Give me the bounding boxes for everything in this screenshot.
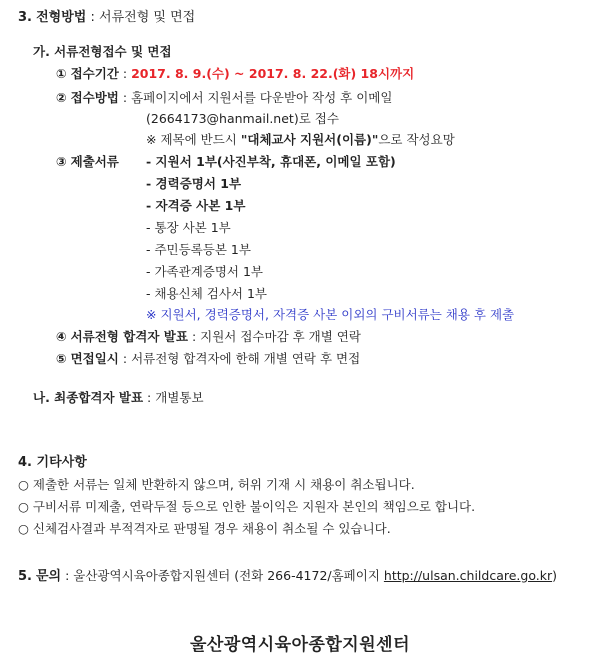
item-interview: ⑤ 면접일시 : 서류전형 합격자에 한해 개별 연락 후 면접	[56, 351, 361, 366]
homepage-link[interactable]: http://ulsan.childcare.go.kr	[383, 568, 553, 583]
item-period-label: 접수기간	[70, 66, 119, 81]
section-3-value: 서류전형 및 면접	[99, 10, 196, 25]
doc-item: - 통장 사본 1부	[146, 220, 231, 235]
note-item: ○ 신체검사결과 부적격자로 판명될 경우 채용이 취소될 수 있습니다.	[18, 521, 391, 536]
item-method-note: ※ 제목에 반드시 "대체교사 지원서(이름)"으로 작성요망	[146, 132, 455, 147]
item-method: ② 접수방법 : 홈페이지에서 지원서를 다운받아 작성 후 이메일	[56, 90, 393, 105]
doc-item: - 주민등록등본 1부	[146, 242, 251, 257]
item-announce: ④ 서류전형 합격자 발표 : 지원서 접수마감 후 개별 연락	[56, 329, 361, 344]
item-method-label: 접수방법	[70, 90, 119, 105]
subsection-ga-heading: 가. 서류전형접수 및 면접	[33, 44, 172, 59]
section-5: 5. 문의 : 울산광역시육아종합지원센터 (전화 266-4172/홈페이지 http://ulsan.childcare.go.kr)	[18, 568, 557, 584]
item-interview-label: 면접일시	[70, 351, 119, 366]
item-period: ① 접수기간 : 2017. 8. 9.(수) ~ 2017. 8. 22.(화) 18시까지	[56, 66, 415, 81]
doc-item: - 자격증 사본 1부	[146, 198, 246, 213]
item-interview-value: 서류전형 합격자에 한해 개별 연락 후 면접	[131, 351, 361, 366]
item-period-value: 2017. 8. 9.(수) ~ 2017. 8. 22.(화) 18시까지	[131, 66, 415, 81]
item-docs-label: ③ 제출서류	[56, 154, 119, 169]
section-5-title: 문의	[35, 569, 62, 584]
footer-organization: 울산광역시육아종합지원센터	[190, 635, 410, 655]
item-method-value: 홈페이지에서 지원서를 다운받아 작성 후 이메일	[131, 90, 393, 105]
docs-note: ※ 지원서, 경력증명서, 자격증 사본 이외의 구비서류는 채용 후 제출	[146, 307, 515, 322]
subsection-na-value: 개별통보	[155, 390, 204, 405]
note-item: ○ 구비서류 미제출, 연락두절 등으로 인한 불이익은 지원자 본인의 책임으로 합니다.	[18, 499, 476, 514]
section-3-heading: 3. 전형방법 : 서류전형 및 면접	[18, 10, 196, 25]
section-4-title: 기타사항	[36, 455, 87, 470]
doc-item: - 경력증명서 1부	[146, 176, 242, 191]
item-announce-value: 지원서 접수마감 후 개별 연락	[200, 329, 361, 344]
section-4-heading: 4. 기타사항	[18, 455, 87, 470]
subsection-na: 나. 최종합격자 발표 : 개별통보	[33, 390, 204, 405]
doc-item: - 지원서 1부(사진부착, 휴대폰, 이메일 포함)	[146, 154, 396, 169]
doc-item: - 가족관계증명서 1부	[146, 264, 264, 279]
item-method-email: (2664173@hanmail.net)로 접수	[146, 111, 339, 126]
item-announce-label: 서류전형 합격자 발표	[70, 329, 188, 344]
doc-item: - 채용신체 검사서 1부	[146, 286, 267, 301]
subsection-na-label: 나. 최종합격자 발표	[33, 390, 144, 405]
note-item: ○ 제출한 서류는 일체 반환하지 않으며, 허위 기재 시 채용이 취소됩니다.	[18, 477, 415, 492]
section-3-title: 전형방법	[36, 10, 87, 25]
section-5-value: 울산광역시육아종합지원센터 (전화 266-4172/홈페이지	[73, 568, 384, 583]
section-3-number: 3.	[18, 10, 32, 25]
